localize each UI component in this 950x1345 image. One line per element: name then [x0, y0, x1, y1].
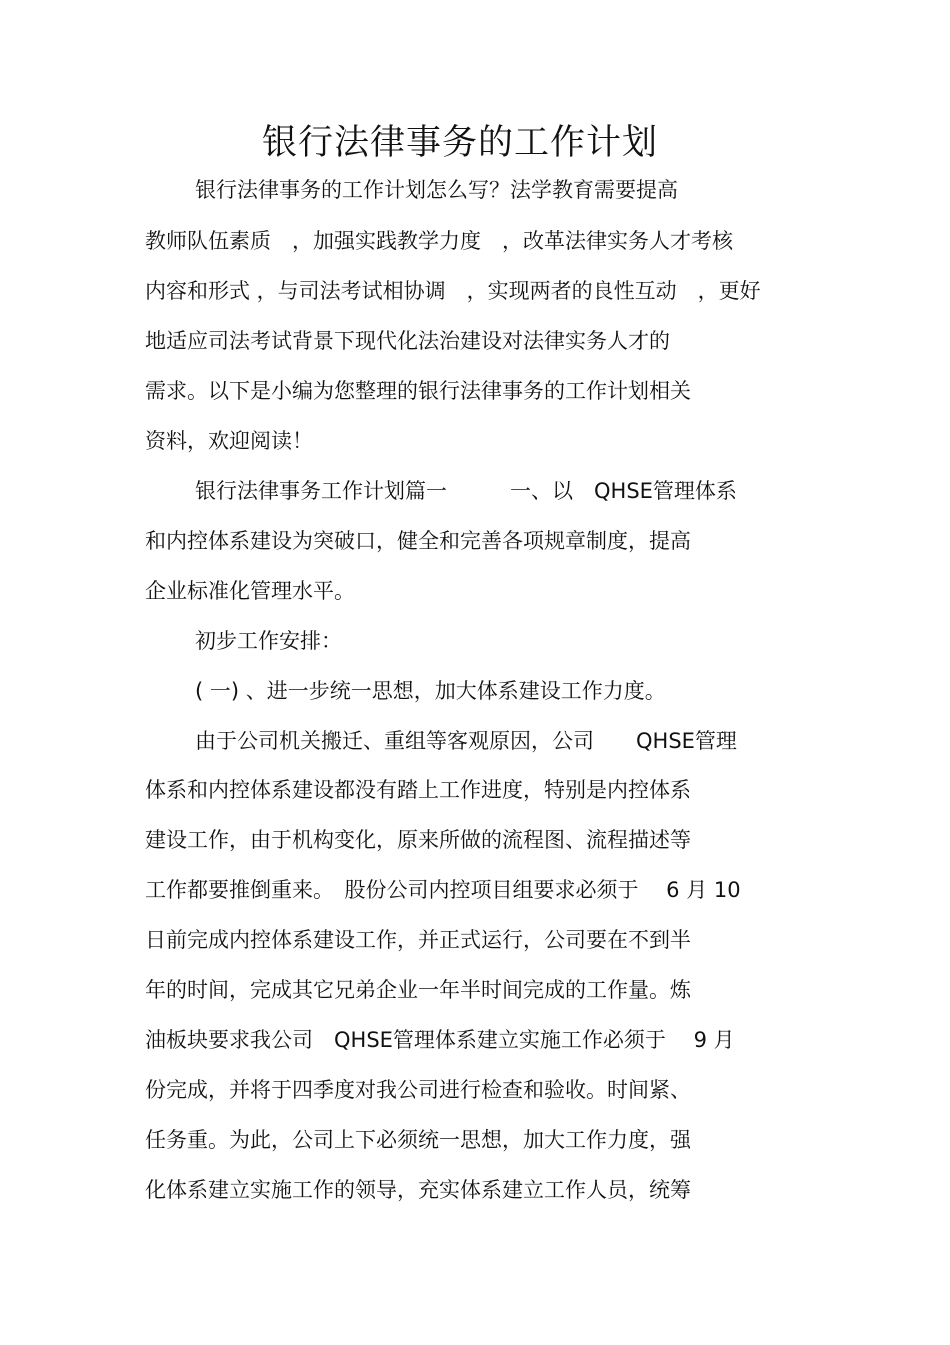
paragraph-line: 日前完成内控体系建设工作，并正式运行，公司要在不到半 — [145, 928, 691, 952]
paragraph-line: 地适应司法考试背景下现代化法治建设对法律实务人才的 — [145, 329, 670, 353]
paragraph-line: 企业标准化管理水平。 — [145, 579, 355, 603]
paragraph-line: 油板块要求我公司 QHSE管理体系建立实施工作必须于 9 月 — [145, 1028, 735, 1052]
paragraph-line: 份完成，并将于四季度对我公司进行检查和验收。时间紧、 — [145, 1078, 691, 1102]
paragraph-line: 需求。以下是小编为您整理的银行法律事务的工作计划相关 — [145, 379, 691, 403]
section-heading: ( 一) 、进一步统一思想，加大体系建设工作力度。 — [195, 679, 666, 703]
paragraph-line: 年的时间，完成其它兄弟企业一年半时间完成的工作量。炼 — [145, 978, 691, 1002]
paragraph-line: 由于公司机关搬迁、重组等客观原因，公司 QHSE管理 — [195, 729, 737, 753]
paragraph-line: 初步工作安排： — [195, 629, 342, 653]
page-title: 银行法律事务的工作计划 — [261, 123, 658, 163]
paragraph-line: 内容和形式 ，与司法考试相协调 ，实现两者的良性互动 ，更好 — [145, 279, 761, 303]
paragraph-line: 资料，欢迎阅读！ — [145, 429, 313, 453]
paragraph-line: 任务重。为此，公司上下必须统一思想，加大工作力度，强 — [145, 1128, 691, 1152]
paragraph-line: 银行法律事务工作计划篇一 一、以 QHSE管理体系 — [195, 479, 737, 503]
paragraph-line: 体系和内控体系建设都没有踏上工作进度，特别是内控体系 — [145, 778, 691, 802]
paragraph-line: 银行法律事务的工作计划怎么写？法学教育需要提高 — [195, 178, 678, 202]
paragraph-line: 建设工作，由于机构变化，原来所做的流程图、流程描述等 — [145, 828, 691, 852]
paragraph-line: 和内控体系建设为突破口，健全和完善各项规章制度，提高 — [145, 529, 691, 553]
paragraph-line: 教师队伍素质 ，加强实践教学力度 ，改革法律实务人才考核 — [145, 229, 733, 253]
paragraph-line: 工作都要推倒重来。 股份公司内控项目组要求必须于 6 月 10 — [145, 878, 741, 902]
paragraph-line: 化体系建立实施工作的领导，充实体系建立工作人员，统筹 — [145, 1178, 691, 1202]
